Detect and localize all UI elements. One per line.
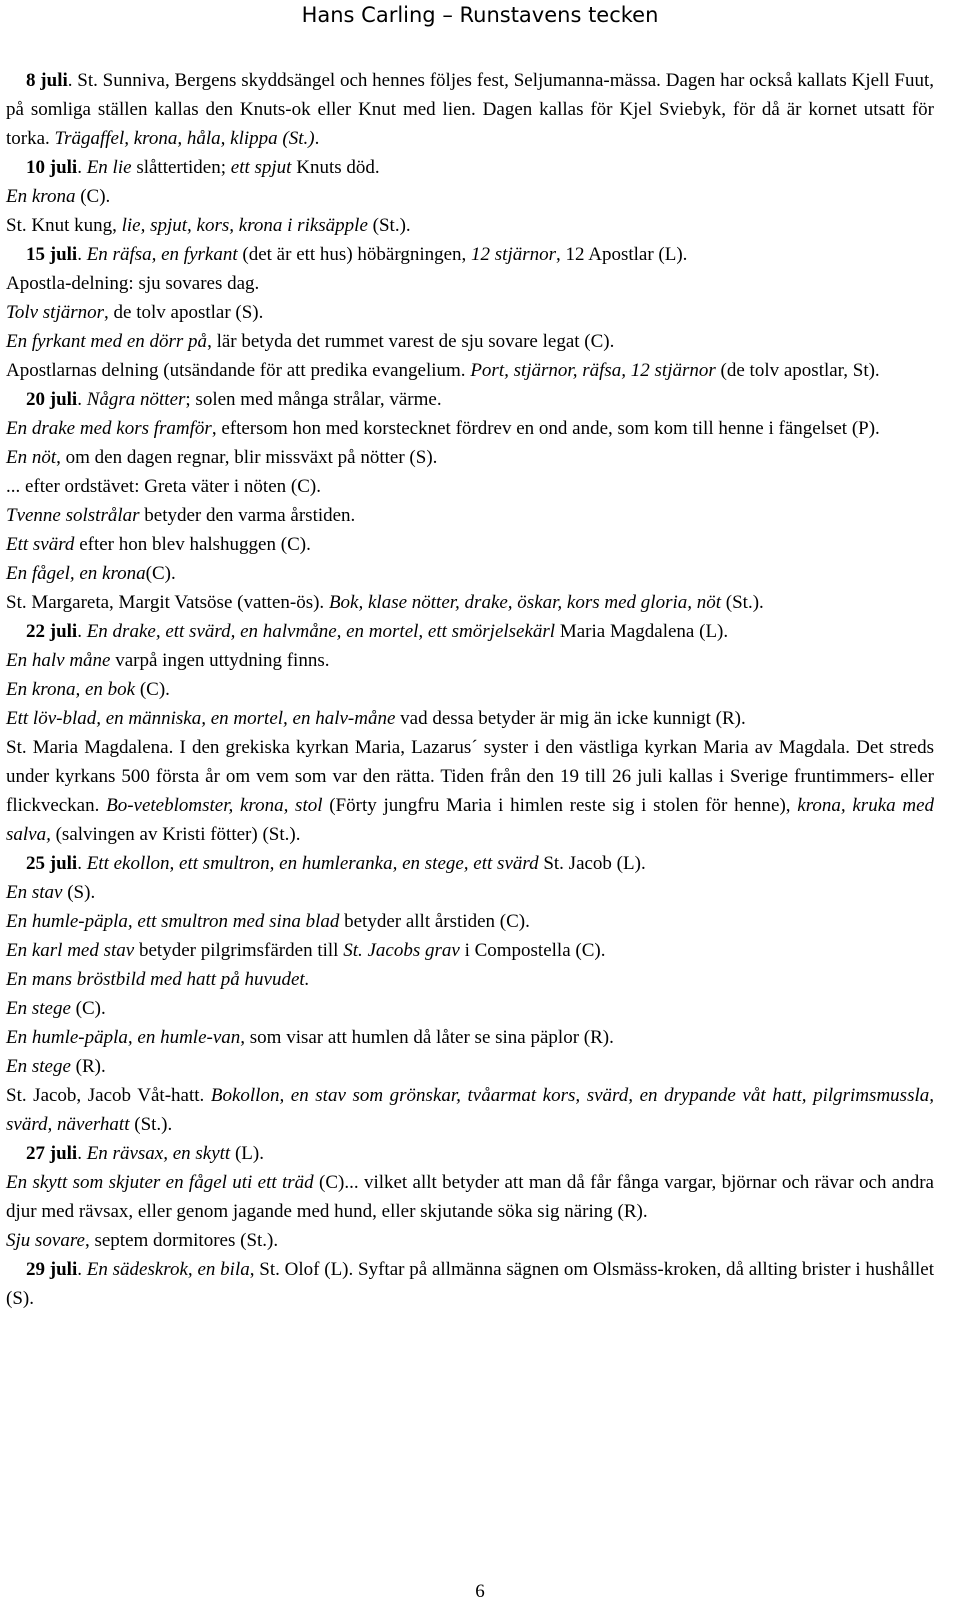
date-heading: 25 juli	[26, 853, 78, 874]
symbol-text: lie, spjut, kors, krona i riksäpple	[121, 215, 368, 236]
symbol-text: En stav	[6, 882, 63, 903]
symbol-text: Några nötter	[86, 389, 186, 410]
body-text: St. Margareta, Margit Vatsöse (vatten-ös).	[6, 592, 329, 613]
body-text: St. Maria Magdalena. I den grekiska kyrkan Maria, Lazarus´ syster i den västliga kyrkan Maria av Magdala. Det streds under kyrkans 500 första år om vem som var den rätta. Tiden från den 19 till 26 juli kallas i Sverige fruntimmers- eller flickveckan.	[6, 737, 934, 816]
paragraph	[6, 878, 934, 907]
paragraph	[6, 327, 934, 356]
body-text: (det är ett hus) höbärgningen,	[237, 244, 472, 265]
body-text: Apostla-delning: sju sovares dag.	[6, 273, 260, 294]
symbol-text: 12 stjärnor	[471, 244, 557, 265]
body-text: .	[77, 621, 87, 642]
symbol-text: Bok, klase nötter, drake, öskar, kors med gloria, nöt	[328, 592, 722, 613]
symbol-text: En humle-päpla, ett smultron med sina blad	[6, 911, 340, 932]
paragraph	[6, 1255, 934, 1313]
symbol-text: En stege	[6, 998, 71, 1019]
paragraph	[6, 733, 934, 849]
symbol-text: Trägaffel, krona, håla, klippa (St.)	[54, 128, 315, 149]
symbol-text: Ett ekollon, ett smultron, en humleranka, en stege, ett svärd	[86, 853, 539, 874]
paragraph	[6, 269, 934, 298]
symbol-text: Tolv stjärnor	[6, 302, 105, 323]
paragraph	[6, 617, 934, 646]
body-text: .	[77, 1259, 87, 1280]
body-text: Knuts död.	[291, 157, 380, 178]
paragraph	[6, 1139, 934, 1168]
symbol-text: En skytt som skjuter en fågel uti ett träd	[6, 1172, 314, 1193]
body-text: St. Knut kung,	[6, 215, 122, 236]
body-text: . St. Sunniva, Bergens skyddsängel och hennes följes fest, Seljumanna-mässa. Dagen har också kallats Kjell Fuut, på somliga ställen kallas den Knuts-ok eller Knut med lien. Dagen kallas för Kjel Sviebyk, för då är kornet utsatt för torka.	[6, 70, 934, 149]
paragraph	[6, 1081, 934, 1139]
symbol-text: St. Jacobs grav	[343, 940, 460, 961]
symbol-text: Sju sovare	[6, 1230, 85, 1251]
date-heading: 29 juli	[26, 1259, 78, 1280]
paragraph	[6, 936, 934, 965]
paragraph	[6, 443, 934, 472]
body-text: .	[77, 157, 87, 178]
symbol-text: Ett svärd	[6, 534, 75, 555]
paragraph	[6, 182, 934, 211]
symbol-text: En sädeskrok, en bila	[86, 1259, 250, 1280]
body-text: (salvingen av Kristi fötter) (St.).	[50, 824, 301, 845]
date-heading: 10 juli	[26, 157, 78, 178]
symbol-text: En räfsa, en fyrkant	[86, 244, 238, 265]
body-text: (de tolv apostlar, St).	[715, 360, 880, 381]
body-text: (St.).	[367, 215, 411, 236]
symbol-text: ett spjut	[230, 157, 292, 178]
symbol-text: Port, stjärnor, räfsa, 12 stjärnor	[470, 360, 716, 381]
body-text: St. Jacob (L).	[538, 853, 646, 874]
symbol-text: En fågel, en krona	[6, 563, 146, 584]
body-text: Maria Magdalena (L).	[555, 621, 729, 642]
body-text: i Compostella (C).	[459, 940, 606, 961]
symbol-text: En lie	[86, 157, 132, 178]
symbol-text: En stege	[6, 1056, 71, 1077]
body-text: , St. Olof (L). Syftar på allmänna sägnen om Olsmäss-kroken, då allting brister i hushållet (S).	[6, 1259, 935, 1309]
paragraph	[6, 472, 934, 501]
body-text: , eftersom hon med korstecknet fördrev en ond ande, som kom till henne i fängelset (P).	[211, 418, 880, 439]
page-header	[0, 0, 960, 30]
symbol-text: krona, kruka med salva,	[6, 795, 935, 845]
symbol-text: En humle-päpla, en humle-van,	[6, 1027, 246, 1048]
symbol-text: En fyrkant med en dörr på	[6, 331, 208, 352]
paragraph	[6, 849, 934, 878]
body-text: som visar att humlen då låter se sina päplor (R).	[245, 1027, 614, 1048]
body-text: Apostlarnas delning (utsändande för att predika evangelium.	[6, 360, 471, 381]
body-text: St. Jacob, Jacob Våt-hatt.	[6, 1085, 211, 1106]
body-text: .	[77, 244, 87, 265]
symbol-text: En nöt	[6, 447, 57, 468]
body-text: , de tolv apostlar (S).	[104, 302, 264, 323]
body-text: (St.).	[129, 1114, 173, 1135]
symbol-text: Bo-veteblomster, krona, stol	[106, 795, 323, 816]
page-number: 6	[475, 1581, 485, 1602]
body-text: (R).	[70, 1056, 106, 1077]
date-heading: 15 juli	[26, 244, 78, 265]
paragraph	[6, 965, 934, 994]
body-text: (C).	[145, 563, 176, 584]
body-text: , lär betyda det rummet varest de sju sovare legat (C).	[207, 331, 615, 352]
symbol-text: En krona, en bok	[6, 679, 136, 700]
date-heading: 27 juli	[26, 1143, 78, 1164]
paragraph	[6, 907, 934, 936]
body-text: , septem dormitores (St.).	[84, 1230, 279, 1251]
paragraph	[6, 1023, 934, 1052]
body-text: , 12 Apostlar (L).	[556, 244, 688, 265]
body-text: (S).	[62, 882, 96, 903]
header-title: Hans Carling – Runstavens tecken	[301, 3, 659, 27]
body-text: (St.).	[721, 592, 764, 613]
body-text: vad dessa betyder är mig än icke kunnigt (R).	[395, 708, 746, 729]
symbol-text: Bokollon, en stav som grönskar, tvåarmat kors, svärd, en drypande våt hatt, pilgrimsmussla, svärd, näverhatt	[6, 1085, 934, 1135]
body-text: ... efter ordstävet: Greta väter i nöten (C).	[6, 476, 321, 497]
paragraph	[6, 211, 934, 240]
paragraph	[6, 385, 934, 414]
paragraph	[6, 153, 934, 182]
symbol-text: En mans bröstbild med hatt på huvudet.	[6, 969, 310, 990]
paragraph	[6, 356, 934, 385]
body-text: (L).	[230, 1143, 264, 1164]
paragraph	[6, 298, 934, 327]
paragraph	[6, 414, 934, 443]
symbol-text: En drake med kors framför	[6, 418, 212, 439]
symbol-text: En krona	[6, 186, 76, 207]
body-text: .	[77, 1143, 87, 1164]
body-text: (Förty jungfru Maria i himlen reste sig i stolen för henne),	[322, 795, 798, 816]
body-text: betyder pilgrimsfärden till	[134, 940, 344, 961]
body-text: betyder allt årstiden (C).	[339, 911, 530, 932]
paragraph	[6, 646, 934, 675]
paragraph	[6, 501, 934, 530]
date-heading: 22 juli	[26, 621, 78, 642]
paragraph	[6, 530, 934, 559]
body-text: (C)... vilket allt betyder att man då får fånga vargar, björnar och rävar och andra djur med rävsax, eller genom jagande med hund, eller skjutande söka sig näring (R).	[6, 1172, 934, 1222]
paragraph	[6, 704, 934, 733]
body-text: .	[77, 389, 87, 410]
symbol-text: En karl med stav	[6, 940, 135, 961]
paragraph	[6, 66, 934, 153]
body-text: varpå ingen uttydning finns.	[110, 650, 330, 671]
body-text: .	[314, 128, 320, 149]
date-heading: 20 juli	[26, 389, 78, 410]
document-body	[6, 66, 934, 1313]
body-text: , om den dagen regnar, blir missväxt på nötter (S).	[56, 447, 438, 468]
body-text: ; solen med många strålar, värme.	[185, 389, 442, 410]
paragraph	[6, 675, 934, 704]
paragraph	[6, 1226, 934, 1255]
paragraph	[6, 994, 934, 1023]
body-text: .	[77, 853, 87, 874]
paragraph	[6, 559, 934, 588]
symbol-text: Ett löv-blad, en människa, en mortel, en halv-måne	[6, 708, 396, 729]
symbol-text: En halv måne	[6, 650, 111, 671]
body-text: (C).	[75, 186, 111, 207]
paragraph	[6, 1168, 934, 1226]
body-text: (C).	[70, 998, 106, 1019]
paragraph	[6, 240, 934, 269]
symbol-text: En rävsax, en skytt	[86, 1143, 231, 1164]
paragraph	[6, 1052, 934, 1081]
body-text: betyder den varma årstiden.	[139, 505, 356, 526]
body-text: (C).	[135, 679, 170, 700]
date-heading: 8 juli	[26, 70, 68, 91]
body-text: slåttertiden;	[131, 157, 231, 178]
symbol-text: Tvenne solstrålar	[6, 505, 140, 526]
paragraph	[6, 588, 934, 617]
symbol-text: En drake, ett svärd, en halvmåne, en mortel, ett smörjelsekärl	[86, 621, 556, 642]
body-text: efter hon blev halshuggen (C).	[74, 534, 311, 555]
